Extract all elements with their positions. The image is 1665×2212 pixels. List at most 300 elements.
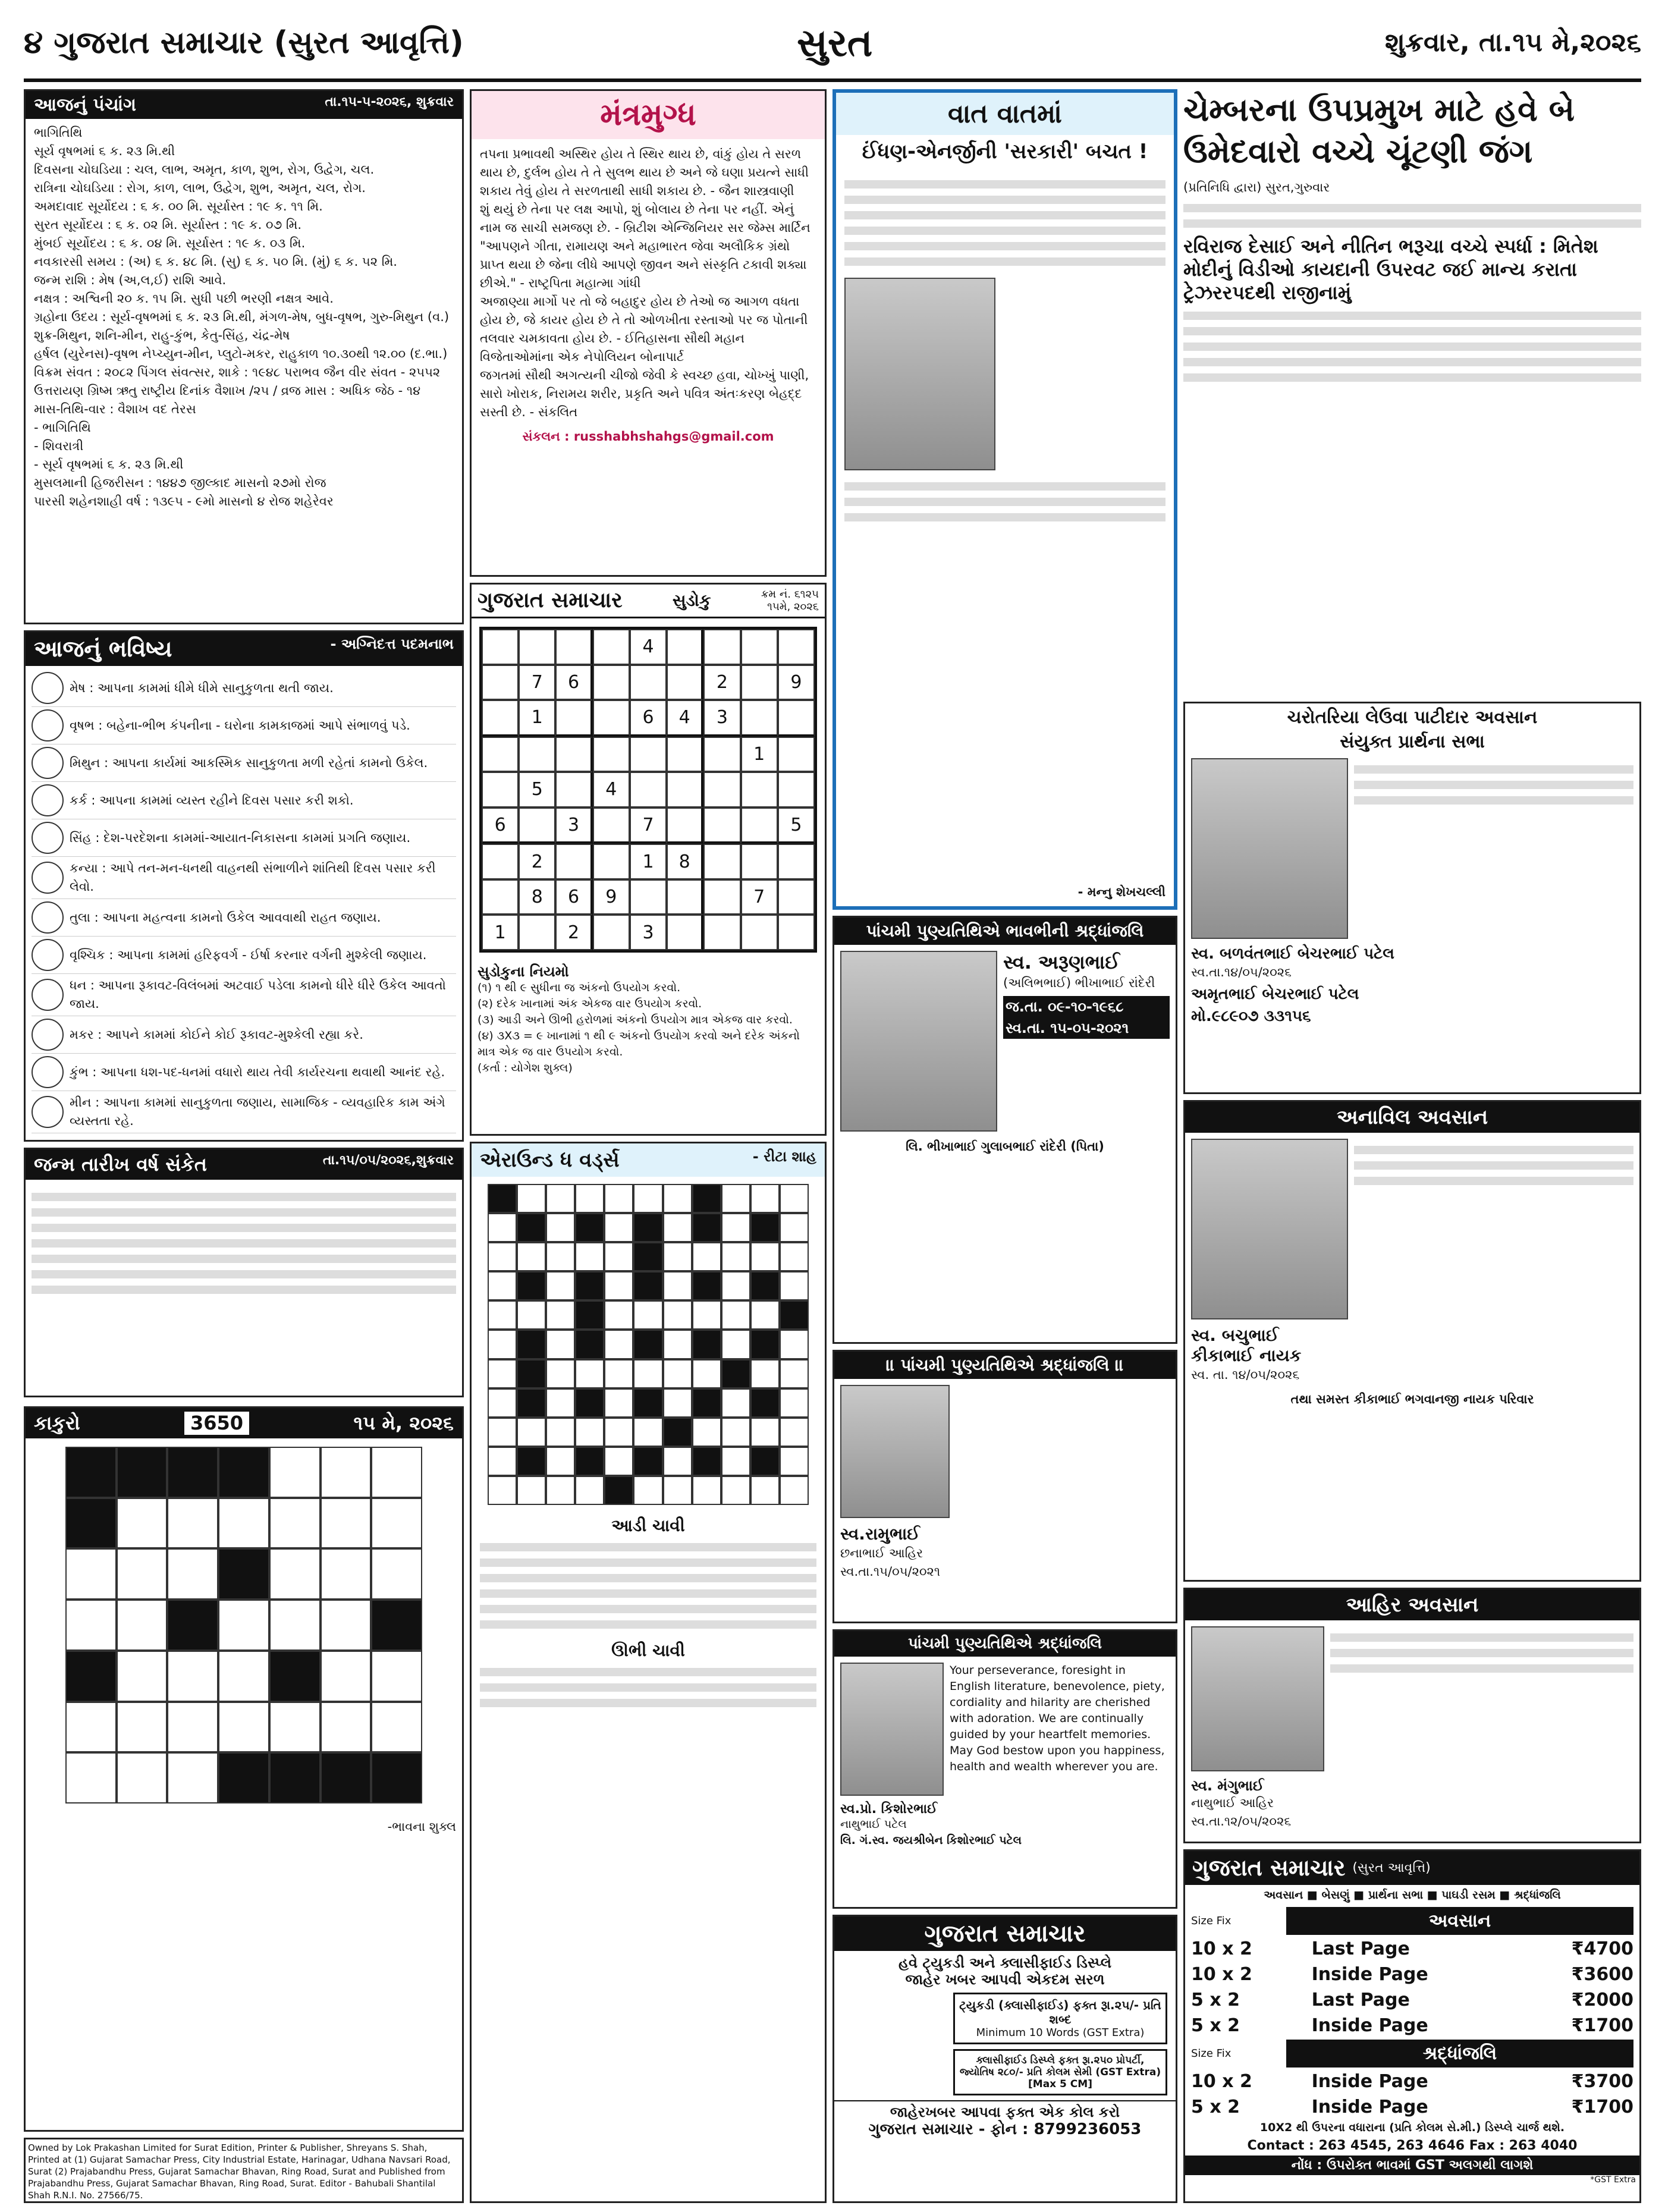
crossword-cell[interactable] — [692, 1242, 721, 1271]
panchang-line: વિક્રમ સંવત : ૨૦૮૨ પિંગલ સંવત્સર, શાકે : ૧૯૪૮ પરાભવ જૈન વીર સંવત - ૨૫૫૨ — [34, 365, 441, 379]
crossword-cell[interactable] — [750, 1184, 780, 1213]
sudoku-cell[interactable] — [778, 772, 815, 807]
sudoku-cell[interactable] — [482, 844, 519, 879]
obituary-arun-birth: જ.તા. ૦૯-૧૦-૧૯૬૮ — [1003, 996, 1170, 1017]
birthday-title: જન્મ તારીખ વર્ષ સંકેત — [34, 1153, 207, 1176]
kakuro-cell[interactable] — [321, 1447, 372, 1498]
horoscope-text: કુંભ : આપના ધશ-પદ-ધનમાં વધારો થાય તેવી કાર્યરચના થવાથી આનંદ રહે. — [70, 1064, 445, 1079]
kakuro-cell[interactable] — [117, 1548, 168, 1600]
rate-row — [1185, 2069, 1639, 2094]
crossword-cell[interactable] — [604, 1359, 633, 1388]
panchang-line: માસ-તિથિ-વાર : વૈશાખ વદ તેરસ — [34, 402, 196, 416]
crossword-cell — [692, 1447, 721, 1476]
across-title: આડી ચાવી — [611, 1516, 685, 1535]
crossword-cell[interactable] — [546, 1213, 575, 1242]
sudoku-cell[interactable]: 9 — [593, 879, 630, 915]
chamber-news — [1183, 89, 1641, 696]
kakuro-cell[interactable] — [269, 1548, 321, 1600]
crossword-cell[interactable] — [663, 1213, 692, 1242]
crossword-cell[interactable] — [663, 1476, 692, 1505]
kakuro-cell[interactable] — [65, 1702, 117, 1753]
sudoku-cell[interactable] — [667, 915, 703, 950]
crossword-cell[interactable] — [633, 1418, 662, 1447]
sudoku-rule: (૩) આડી અને ઊભી હરોળમાં અંકનો ઉપયોગ માત્ર એકજ વાર કરવો. — [477, 1013, 793, 1026]
crossword-cell[interactable] — [488, 1447, 517, 1476]
kakuro-cell[interactable] — [167, 1548, 218, 1600]
rates-brand: ગુજરાત સમાચાર — [1192, 1855, 1346, 1881]
crossword-cell[interactable] — [488, 1242, 517, 1271]
sudoku-cell[interactable] — [630, 879, 667, 915]
sudoku-cell[interactable]: 6 — [482, 807, 519, 844]
sudoku-cell[interactable] — [482, 772, 519, 807]
sudoku-cell[interactable] — [519, 737, 555, 772]
sudoku-cell[interactable]: 4 — [667, 700, 703, 737]
crossword-cell[interactable] — [663, 1330, 692, 1359]
sudoku-cell[interactable]: 8 — [667, 844, 703, 879]
sudoku-cell[interactable] — [593, 807, 630, 844]
kakuro-cell — [218, 1548, 269, 1600]
crossword-cell[interactable] — [721, 1184, 750, 1213]
sudoku-cell[interactable] — [555, 737, 592, 772]
crossword-cell[interactable] — [721, 1418, 750, 1447]
sudoku-brand: ગુજરાત સમાચાર — [477, 588, 623, 612]
horoscope-item — [32, 670, 456, 707]
crossword-cell[interactable] — [692, 1476, 721, 1505]
obituary-ramu-photo — [840, 1385, 950, 1518]
panchang-lines — [26, 119, 462, 516]
crossword-cell[interactable] — [721, 1476, 750, 1505]
ad-brand: ગુજરાત સમાચાર — [834, 1916, 1176, 1951]
sudoku-cell[interactable] — [778, 629, 815, 665]
crossword-cell[interactable] — [604, 1388, 633, 1418]
horoscope-text: મિથુન : આપના કાર્યમાં આકસ્મિક સાનુકુળતા મળી રહેતાં કામનો ઉકેલ. — [70, 755, 428, 770]
sudoku-cell[interactable] — [593, 700, 630, 737]
sudoku-cell[interactable] — [555, 844, 592, 879]
horoscope-text: સિંહ : દેશ-પરદેશના કામમાં-આયાત-નિકાસના કામમાં પ્રગતિ જણાય. — [70, 830, 411, 845]
sudoku-cell[interactable]: 7 — [519, 665, 555, 700]
anavil-title: અનાવિલ અવસાન — [1185, 1102, 1639, 1133]
sudoku-label: સુડોકુ — [672, 590, 711, 610]
crossword-cell[interactable] — [633, 1359, 662, 1388]
crossword-cell[interactable] — [488, 1418, 517, 1447]
kakuro-cell[interactable] — [218, 1651, 269, 1702]
crossword-cell[interactable] — [517, 1300, 546, 1330]
sudoku-cell[interactable] — [667, 772, 703, 807]
crossword-cell[interactable] — [663, 1359, 692, 1388]
crossword-cell[interactable] — [663, 1388, 692, 1418]
kakuro-cell[interactable] — [167, 1651, 218, 1702]
crossword-cell[interactable] — [692, 1418, 721, 1447]
sudoku-cell[interactable]: 1 — [482, 915, 519, 950]
kakuro-cell[interactable] — [269, 1447, 321, 1498]
sudoku-cell[interactable] — [630, 665, 667, 700]
crossword-cell[interactable] — [575, 1476, 604, 1505]
sudoku-rule: (૧) ૧ થી ૯ સુધીના જ અંકનો ઉપયોગ કરવો. — [477, 981, 681, 994]
crossword-cell[interactable] — [721, 1447, 750, 1476]
crossword-cell[interactable] — [517, 1418, 546, 1447]
crossword-cell[interactable] — [780, 1418, 809, 1447]
sudoku-cell[interactable]: 5 — [778, 807, 815, 844]
ahir-box — [1183, 1588, 1641, 1843]
crossword-cell[interactable] — [721, 1300, 750, 1330]
kakuro-cell — [218, 1447, 269, 1498]
horoscope-item — [32, 974, 456, 1016]
kakuro-cell[interactable] — [218, 1498, 269, 1549]
kakuro-cell[interactable] — [371, 1651, 422, 1702]
panchang-line: નક્ષત્ર : અશ્વિની ૨૦ ક. ૧૫ મિ. સુધી પછી ભરણી નક્ષત્ર આવે. — [34, 291, 334, 306]
sudoku-cell[interactable] — [778, 879, 815, 915]
sudoku-cell[interactable] — [703, 807, 740, 844]
crossword-cell[interactable] — [633, 1476, 662, 1505]
sudoku-cell[interactable]: 7 — [630, 807, 667, 844]
kakuro-cell[interactable] — [371, 1702, 422, 1753]
crossword-cell — [633, 1330, 662, 1359]
crossword-cell — [517, 1447, 546, 1476]
sudoku-cell[interactable] — [778, 700, 815, 737]
sudoku-cell[interactable] — [703, 629, 740, 665]
obituary-kishor — [832, 1629, 1177, 1909]
sudoku-cell[interactable] — [593, 844, 630, 879]
sudoku-cell[interactable] — [519, 807, 555, 844]
sudoku-cell[interactable]: 2 — [703, 665, 740, 700]
zodiac-icon — [32, 672, 64, 704]
sudoku-cell[interactable] — [741, 915, 778, 950]
sudoku-rules — [472, 961, 825, 1079]
zodiac-icon — [32, 901, 64, 934]
crossword-cell[interactable] — [663, 1447, 692, 1476]
sudoku-cell[interactable] — [703, 879, 740, 915]
panchang-line: ઉત્તરાયણ ગ્રિષ્મ ઋતુ રાષ્ટ્રીય દિનાંક વૈશાખ /૨૫ / વ્રજ માસ : અધિક જેઠ - ૧૪ — [34, 384, 421, 398]
sudoku-cell[interactable] — [482, 737, 519, 772]
crossword-cell[interactable] — [663, 1300, 692, 1330]
rate-size: 5 x 2 — [1191, 2015, 1240, 2036]
crossword-cell — [750, 1388, 780, 1418]
obituary-kishor-name: સ્વ.પ્રો. કિશોરભાઈ — [840, 1802, 938, 1817]
panchang-line: મુંબઈ સૂર્યોદય : ૬ ક. ૦૪ મિ. સૂર્યાસ્ત : ૧૯ ક. ૦૩ મિ. — [34, 236, 306, 250]
rates-edition: (સુરત આવૃત્તિ) — [1352, 1861, 1431, 1875]
sudoku-cell[interactable] — [703, 915, 740, 950]
kakuro-header — [26, 1408, 462, 1438]
rate-price: ₹1700 — [1571, 2097, 1633, 2117]
sudoku-cell[interactable]: 4 — [593, 772, 630, 807]
sudoku-cell[interactable] — [519, 915, 555, 950]
crossword-cell[interactable] — [488, 1359, 517, 1388]
crossword-cell[interactable] — [517, 1184, 546, 1213]
sudoku-cell[interactable] — [482, 665, 519, 700]
kakuro-cell[interactable] — [371, 1498, 422, 1549]
crossword-cell — [750, 1213, 780, 1242]
panchang-line: હર્ષલ (યુરેનસ)-વૃષભ નેપ્ચ્યુન-મીન, પ્લુટો-મકર, રાહુકાળ ૧૦.૩૦થી ૧૨.૦૦ (દ.ભા.) — [34, 347, 448, 361]
sudoku-cell[interactable] — [703, 772, 740, 807]
rate-page: Last Page — [1311, 1990, 1410, 2010]
sudoku-cell[interactable]: 4 — [630, 629, 667, 665]
kakuro-footer: -ભાવના શુક્લ — [387, 1820, 456, 1834]
kakuro-cell[interactable] — [117, 1498, 168, 1549]
crossword-cell[interactable] — [750, 1359, 780, 1388]
crossword-cell[interactable] — [721, 1213, 750, 1242]
kakuro-cell — [65, 1447, 117, 1498]
crossword-cell[interactable] — [692, 1359, 721, 1388]
crossword-cell — [604, 1476, 633, 1505]
crossword-cell[interactable] — [633, 1300, 662, 1330]
crossword-cell[interactable] — [721, 1330, 750, 1359]
crossword-cell[interactable] — [780, 1330, 809, 1359]
panchang-date: તા.૧૫-૫-૨૦૨૬, શુક્રવાર — [325, 95, 454, 109]
horoscope-author: - અગ્નિદત્ત પદમનાભ — [330, 636, 454, 652]
crossword-cell[interactable] — [546, 1476, 575, 1505]
sudoku-cell[interactable] — [667, 879, 703, 915]
sudoku-cell[interactable] — [778, 915, 815, 950]
sudoku-cell[interactable]: 6 — [555, 879, 592, 915]
sudoku-cell[interactable] — [630, 737, 667, 772]
horoscope-item — [32, 899, 456, 937]
horoscope-item — [32, 782, 456, 819]
sudoku-cell[interactable] — [741, 665, 778, 700]
sudoku-cell[interactable] — [593, 629, 630, 665]
sudoku-cell[interactable]: 1 — [630, 844, 667, 879]
kakuro-cell — [117, 1447, 168, 1498]
panchang-line: સુરત સૂર્યોદય : ૬ ક. ૦૨ મિ. સૂર્યાસ્ત : ૧૯ ક. ૦૭ મિ. — [34, 218, 302, 232]
panchang-box — [24, 89, 464, 624]
crossword-cell[interactable] — [780, 1184, 809, 1213]
cartoon-image — [844, 278, 995, 470]
panchang-line: - સૂર્ય વૃષભમાં ૬ ક. ૨૩ મિ.થી — [34, 457, 184, 472]
crossword-cell[interactable] — [721, 1242, 750, 1271]
crossword-cell — [692, 1184, 721, 1213]
crossword-cell[interactable] — [750, 1476, 780, 1505]
kakuro-cell[interactable] — [321, 1548, 372, 1600]
kakuro-cell[interactable] — [269, 1498, 321, 1549]
kakuro-cell[interactable] — [117, 1752, 168, 1803]
sudoku-cell[interactable]: 3 — [555, 807, 592, 844]
crossword-cell[interactable] — [488, 1476, 517, 1505]
crossword-cell[interactable] — [488, 1213, 517, 1242]
kakuro-cell[interactable] — [218, 1702, 269, 1753]
rate-row — [1185, 1936, 1639, 1962]
rates-footer: નોંધ : ઉપરોક્ત ભાવમાં GST અલગથી લાગશે — [1185, 2156, 1639, 2175]
rate-row — [1185, 2094, 1639, 2120]
horoscope-item — [32, 937, 456, 974]
crossword-cell[interactable] — [633, 1184, 662, 1213]
crossword-cell[interactable] — [575, 1242, 604, 1271]
sudoku-cell[interactable] — [667, 737, 703, 772]
rates-note: 10X2 થી ઉપરના વધારાના (પ્રતિ કોલમ સે.મી.) ડિસ્પ્લે ચાર્જ થશે. — [1259, 2121, 1565, 2134]
crossword-cell[interactable] — [546, 1242, 575, 1271]
sudoku-cell[interactable] — [778, 844, 815, 879]
crossword-cell[interactable] — [663, 1242, 692, 1271]
kakuro-cell — [218, 1752, 269, 1803]
kakuro-cell[interactable] — [117, 1600, 168, 1651]
crossword-cell[interactable] — [780, 1359, 809, 1388]
crossword-cell[interactable] — [780, 1271, 809, 1300]
crossword-cell[interactable] — [604, 1447, 633, 1476]
crossword-cell[interactable] — [663, 1184, 692, 1213]
crossword-cell[interactable] — [488, 1388, 517, 1418]
obituary-arun-photo — [840, 951, 997, 1132]
birthday-header — [26, 1149, 462, 1180]
crossword-cell[interactable] — [750, 1300, 780, 1330]
kakuro-cell[interactable] — [321, 1651, 372, 1702]
sudoku-cell[interactable] — [482, 700, 519, 737]
crossword-cell[interactable] — [780, 1447, 809, 1476]
kakuro-cell — [65, 1651, 117, 1702]
crossword-cell[interactable] — [604, 1271, 633, 1300]
chamber-headline: ચેમ્બરના ઉપપ્રમુખ માટે હવે બે ઉમેદવારો વચ્ચે ચૂંટણી જંગ — [1183, 91, 1575, 170]
rate-page: Inside Page — [1311, 2015, 1428, 2036]
sudoku-cell[interactable] — [593, 737, 630, 772]
kakuro-cell — [371, 1600, 422, 1651]
sudoku-cell[interactable]: 3 — [703, 700, 740, 737]
kakuro-cell[interactable] — [167, 1498, 218, 1549]
ahir-name: સ્વ. મંગુભાઈ — [1191, 1777, 1264, 1794]
crossword-cell[interactable] — [780, 1213, 809, 1242]
kakuro-cell[interactable] — [321, 1702, 372, 1753]
crossword-cell[interactable] — [546, 1388, 575, 1418]
crossword-cell[interactable] — [750, 1418, 780, 1447]
sudoku-cell[interactable] — [667, 665, 703, 700]
sudoku-cell[interactable] — [555, 629, 592, 665]
panchang-line: નવકારસી સમય : (અ) ૬ ક. ૪૮ મિ. (સુ) ૬ ક. ૫૦ મિ. (મું) ૬ ક. ૫૨ મિ. — [34, 254, 397, 269]
crossword-cell[interactable] — [780, 1388, 809, 1418]
crossword-cell[interactable] — [546, 1359, 575, 1388]
kakuro-cell[interactable] — [117, 1651, 168, 1702]
sudoku-cell[interactable]: 8 — [519, 879, 555, 915]
crossword-cell[interactable] — [546, 1447, 575, 1476]
crossword-cell[interactable] — [663, 1271, 692, 1300]
kakuro-cell[interactable] — [167, 1702, 218, 1753]
crossword-cell[interactable] — [721, 1271, 750, 1300]
rate-size: 10 x 2 — [1191, 2071, 1252, 2092]
kakuro-cell[interactable] — [321, 1498, 372, 1549]
panchang-line: - ભાગિતિથિ — [34, 420, 91, 435]
ad-cta: જાહેરખબર આપવા ફક્ત એક કોલ કરો — [834, 2100, 1176, 2120]
horoscope-text: વૃશ્ચિક : આપના કામમાં હરિફવર્ગ - ઈર્ષા કરનાર વર્ગની મુશ્કેલી જણાય. — [70, 947, 427, 962]
sudoku-cell[interactable] — [593, 665, 630, 700]
crossword-cell[interactable] — [546, 1418, 575, 1447]
masthead-date: શુક્રવાર, તા.૧૫ મે,૨૦૨૬ — [1385, 27, 1641, 58]
crossword-cell[interactable] — [780, 1476, 809, 1505]
crossword-box — [470, 1142, 827, 2203]
ahir-sub: નાથુભાઈ આહિર — [1191, 1796, 1274, 1810]
kakuro-cell[interactable] — [269, 1702, 321, 1753]
sudoku-cell[interactable] — [703, 844, 740, 879]
sudoku-cell[interactable]: 2 — [555, 915, 592, 950]
ahir-title: આહિર અવસાન — [1185, 1589, 1639, 1620]
sudoku-cell[interactable] — [482, 629, 519, 665]
sudoku-cell[interactable] — [555, 700, 592, 737]
crossword-cell[interactable] — [750, 1242, 780, 1271]
crossword-cell[interactable] — [546, 1300, 575, 1330]
kakuro-cell[interactable] — [65, 1548, 117, 1600]
sudoku-cell[interactable] — [741, 844, 778, 879]
sudoku-cell[interactable]: 2 — [519, 844, 555, 879]
sudoku-cell[interactable]: 5 — [519, 772, 555, 807]
kakuro-cell[interactable] — [218, 1600, 269, 1651]
sabha-date: સ્વ.તા.૧૪/૦૫/૨૦૨૬ — [1191, 965, 1292, 979]
kakuro-cell[interactable] — [269, 1600, 321, 1651]
crossword-cell[interactable] — [780, 1242, 809, 1271]
sudoku-cell[interactable] — [519, 629, 555, 665]
sudoku-cell[interactable]: 1 — [519, 700, 555, 737]
sudoku-cell[interactable] — [703, 737, 740, 772]
crossword-cell — [517, 1330, 546, 1359]
sabha-title: ચરોતરિયા લેઉવા પાટીદાર અવસાન — [1287, 707, 1538, 728]
kakuro-cell[interactable] — [65, 1600, 117, 1651]
crossword-cell[interactable] — [546, 1184, 575, 1213]
crossword-cell[interactable] — [575, 1418, 604, 1447]
kakuro-cell[interactable] — [167, 1752, 218, 1803]
zodiac-icon — [32, 1019, 64, 1051]
crossword-cell[interactable] — [604, 1300, 633, 1330]
crossword-cell[interactable] — [575, 1359, 604, 1388]
sudoku-cell[interactable] — [593, 915, 630, 950]
sudoku-cell[interactable]: 6 — [630, 700, 667, 737]
kakuro-cell[interactable] — [321, 1600, 372, 1651]
rates-contact: Contact : 263 4545, 263 4646 Fax : 263 4040 — [1247, 2138, 1578, 2153]
sudoku-cell[interactable] — [555, 772, 592, 807]
sudoku-cell[interactable] — [630, 772, 667, 807]
sudoku-cell[interactable] — [482, 879, 519, 915]
kakuro-cell[interactable] — [371, 1548, 422, 1600]
sudoku-cell[interactable] — [667, 807, 703, 844]
kakuro-cell[interactable] — [65, 1752, 117, 1803]
crossword-cell[interactable] — [546, 1271, 575, 1300]
crossword-cell[interactable] — [692, 1300, 721, 1330]
sudoku-cell[interactable]: 7 — [741, 879, 778, 915]
sudoku-cell[interactable] — [741, 807, 778, 844]
sudoku-cell[interactable] — [741, 629, 778, 665]
kakuro-cell[interactable] — [371, 1447, 422, 1498]
horoscope-item — [32, 857, 456, 899]
crossword-cell[interactable] — [488, 1300, 517, 1330]
horoscope-item — [32, 744, 456, 782]
crossword-cell[interactable] — [604, 1242, 633, 1271]
crossword-cell[interactable] — [604, 1418, 633, 1447]
crossword-cell[interactable] — [604, 1184, 633, 1213]
panchang-line: રાત્રિના ચોઘડિયા : રોગ, કાળ, લાભ, ઉદ્વેગ, શુભ, અમૃત, ચલ, રોગ. — [34, 181, 366, 195]
rate-price: ₹2000 — [1571, 1990, 1633, 2010]
sudoku-cell[interactable]: 6 — [555, 665, 592, 700]
crossword-cell[interactable] — [488, 1330, 517, 1359]
sudoku-cell[interactable] — [741, 700, 778, 737]
sudoku-cell[interactable]: 9 — [778, 665, 815, 700]
horoscope-list — [26, 666, 462, 1137]
sudoku-cell[interactable] — [741, 772, 778, 807]
crossword-cell[interactable] — [575, 1184, 604, 1213]
obituary-arun-name: સ્વ. અરૂણભાઈ — [1003, 951, 1120, 973]
crossword-cell[interactable] — [721, 1388, 750, 1418]
sudoku-cell[interactable] — [667, 629, 703, 665]
sudoku-cell[interactable]: 1 — [741, 737, 778, 772]
crossword-cell — [575, 1447, 604, 1476]
obituary-arun-body — [834, 945, 1176, 1138]
rate-row — [1185, 1962, 1639, 1987]
vaat-body — [836, 168, 1174, 533]
horoscope-text: કર્ક : આપના કામમાં વ્યસ્ત રહીને દિવસ પસાર કરી શકો. — [70, 793, 354, 807]
crossword-cell[interactable] — [488, 1271, 517, 1300]
crossword-cell — [575, 1300, 604, 1330]
crossword-cell[interactable] — [546, 1330, 575, 1359]
crossword-cell[interactable] — [604, 1330, 633, 1359]
crossword-cell[interactable] — [517, 1242, 546, 1271]
sudoku-cell[interactable] — [778, 737, 815, 772]
crossword-cell — [633, 1388, 662, 1418]
kakuro-cell[interactable] — [117, 1702, 168, 1753]
sudoku-cell[interactable]: 3 — [630, 915, 667, 950]
shradh-rates-table — [1185, 2069, 1639, 2120]
crossword-cell[interactable] — [604, 1213, 633, 1242]
crossword-cell[interactable] — [517, 1476, 546, 1505]
